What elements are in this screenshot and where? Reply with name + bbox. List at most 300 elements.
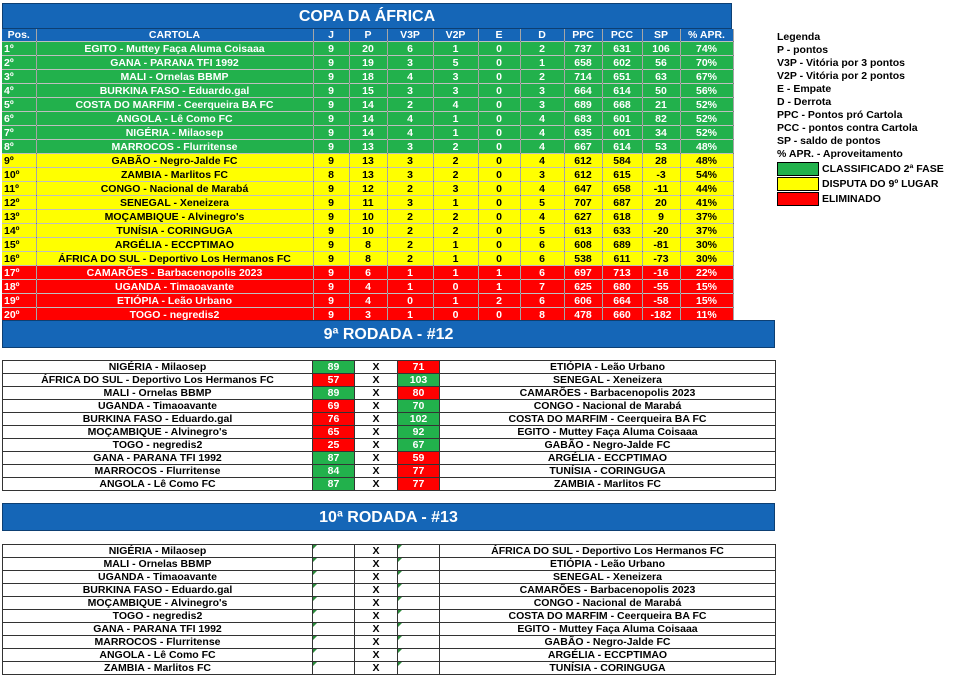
table-cell: 8 <box>313 168 349 182</box>
legend-line: PCC - pontos contra Cartola <box>777 122 918 134</box>
table-cell: 601 <box>602 126 642 140</box>
away-score: 77 <box>398 478 440 491</box>
versus-label: X <box>355 361 398 374</box>
versus-label: X <box>355 571 398 584</box>
versus-label: X <box>355 649 398 662</box>
home-score <box>313 597 355 610</box>
table-cell: 20 <box>642 196 680 210</box>
table-cell: 4 <box>349 294 387 308</box>
table-cell: 0 <box>433 308 478 322</box>
table-cell: 4 <box>520 154 564 168</box>
away-team: ARGÉLIA - ECCPTIMAO <box>440 452 776 465</box>
standings-row <box>2 210 733 224</box>
column-header: V2P <box>433 29 478 42</box>
away-score <box>398 623 440 636</box>
table-cell: -11 <box>642 182 680 196</box>
match-row <box>3 662 776 675</box>
table-cell: 14 <box>349 112 387 126</box>
table-cell: 0 <box>478 224 520 238</box>
away-score: 71 <box>398 361 440 374</box>
home-score <box>313 636 355 649</box>
away-team: COSTA DO MARFIM - Ceerqueira BA FC <box>440 610 776 623</box>
table-cell: 0 <box>478 112 520 126</box>
table-cell: 14º <box>2 224 36 238</box>
team-name: BURKINA FASO - Eduardo.gal <box>36 84 313 98</box>
team-name: MALI - Ornelas BBMP <box>36 70 313 84</box>
table-cell: 1 <box>433 252 478 266</box>
table-cell: 3 <box>387 154 433 168</box>
versus-label: X <box>355 374 398 387</box>
team-name: ETIÓPIA - Leão Urbano <box>36 294 313 308</box>
table-cell: 9 <box>313 84 349 98</box>
legend-key-label: ELIMINADO <box>822 193 881 205</box>
away-score <box>398 571 440 584</box>
table-cell: 11% <box>680 308 733 322</box>
team-name: MARROCOS - Flurritense <box>36 140 313 154</box>
table-cell: 1 <box>433 196 478 210</box>
legend-key <box>777 162 962 176</box>
versus-label: X <box>355 662 398 675</box>
page-title: COPA DA ÁFRICA <box>2 3 732 29</box>
table-cell: 56% <box>680 84 733 98</box>
column-header: SP <box>642 29 680 42</box>
table-cell: 2 <box>387 182 433 196</box>
table-cell: 34 <box>642 126 680 140</box>
versus-label: X <box>355 465 398 478</box>
table-cell: 601 <box>602 112 642 126</box>
round-13-title: 10ª RODADA - #13 <box>2 503 775 531</box>
versus-label: X <box>355 400 398 413</box>
table-cell: 9 <box>313 238 349 252</box>
table-cell: 707 <box>564 196 602 210</box>
away-team: SENEGAL - Xeneizera <box>440 374 776 387</box>
table-cell: 2 <box>433 168 478 182</box>
table-cell: 3 <box>387 168 433 182</box>
table-cell: 0 <box>478 182 520 196</box>
table-cell: 56 <box>642 56 680 70</box>
table-cell: 697 <box>564 266 602 280</box>
table-cell: 2 <box>520 70 564 84</box>
home-team: TOGO - negredis2 <box>3 610 313 623</box>
table-cell: 0 <box>478 238 520 252</box>
table-cell: 647 <box>564 182 602 196</box>
versus-label: X <box>355 558 398 571</box>
table-cell: 658 <box>564 56 602 70</box>
table-cell: 15º <box>2 238 36 252</box>
legend-line: V3P - Vitória por 3 pontos <box>777 57 905 69</box>
table-cell: 2 <box>433 210 478 224</box>
table-cell: 4 <box>520 182 564 196</box>
home-team: MARROCOS - Flurritense <box>3 465 313 478</box>
away-score: 59 <box>398 452 440 465</box>
home-team: MALI - Ornelas BBMP <box>3 387 313 400</box>
table-cell: 613 <box>564 224 602 238</box>
round-13-table <box>2 544 776 675</box>
table-cell: 7º <box>2 126 36 140</box>
team-name: ANGOLA - Lê Como FC <box>36 112 313 126</box>
table-cell: -55 <box>642 280 680 294</box>
team-name: CAMARÕES - Barbacenopolis 2023 <box>36 266 313 280</box>
table-cell: 8 <box>520 308 564 322</box>
table-cell: 660 <box>602 308 642 322</box>
home-score <box>313 571 355 584</box>
away-score: 67 <box>398 439 440 452</box>
table-cell: 4 <box>520 112 564 126</box>
table-cell: 16º <box>2 252 36 266</box>
standings-row <box>2 126 733 140</box>
table-cell: 2º <box>2 56 36 70</box>
table-cell: 2 <box>387 224 433 238</box>
standings-row <box>2 238 733 252</box>
table-cell: 3 <box>387 56 433 70</box>
table-cell: 6º <box>2 112 36 126</box>
match-row <box>3 584 776 597</box>
home-score <box>313 662 355 675</box>
team-name: MOÇAMBIQUE - Alvinegro's <box>36 210 313 224</box>
table-cell: 0 <box>478 252 520 266</box>
table-cell: 6 <box>520 252 564 266</box>
table-cell: 1 <box>433 112 478 126</box>
home-team: BURKINA FASO - Eduardo.gal <box>3 413 313 426</box>
away-score: 92 <box>398 426 440 439</box>
match-row <box>3 558 776 571</box>
table-cell: 6 <box>520 238 564 252</box>
home-score: 76 <box>313 413 355 426</box>
away-score <box>398 584 440 597</box>
table-cell: 0 <box>478 56 520 70</box>
table-cell: 48% <box>680 140 733 154</box>
table-cell: 41% <box>680 196 733 210</box>
table-cell: 18 <box>349 70 387 84</box>
table-cell: 1 <box>387 308 433 322</box>
table-cell: 53 <box>642 140 680 154</box>
home-score <box>313 558 355 571</box>
versus-label: X <box>355 584 398 597</box>
standings-row <box>2 140 733 154</box>
table-cell: 6 <box>520 266 564 280</box>
home-score: 87 <box>313 452 355 465</box>
team-name: GANA - PARANA TFI 1992 <box>36 56 313 70</box>
table-cell: 737 <box>564 42 602 56</box>
away-score <box>398 558 440 571</box>
table-cell: 54% <box>680 168 733 182</box>
table-cell: 1 <box>433 266 478 280</box>
table-cell: 4 <box>520 210 564 224</box>
table-cell: 689 <box>564 98 602 112</box>
table-cell: 1 <box>520 56 564 70</box>
table-cell: 2 <box>520 42 564 56</box>
away-score: 103 <box>398 374 440 387</box>
versus-label: X <box>355 426 398 439</box>
table-cell: 714 <box>564 70 602 84</box>
versus-label: X <box>355 478 398 491</box>
table-cell: 48% <box>680 154 733 168</box>
versus-label: X <box>355 636 398 649</box>
table-cell: 0 <box>478 42 520 56</box>
table-cell: 0 <box>478 70 520 84</box>
home-score: 69 <box>313 400 355 413</box>
away-team: SENEGAL - Xeneizera <box>440 571 776 584</box>
table-cell: 2 <box>433 140 478 154</box>
table-cell: 1 <box>433 42 478 56</box>
away-team: GABÃO - Negro-Jalde FC <box>440 439 776 452</box>
away-team: EGITO - Muttey Faça Aluma Coisaaa <box>440 426 776 439</box>
table-cell: 687 <box>602 196 642 210</box>
away-team: TUNÍSIA - CORINGUGA <box>440 662 776 675</box>
table-cell: 602 <box>602 56 642 70</box>
away-score: 77 <box>398 465 440 478</box>
table-cell: 3 <box>433 84 478 98</box>
home-team: GANA - PARANA TFI 1992 <box>3 623 313 636</box>
home-score <box>313 584 355 597</box>
table-cell: 30% <box>680 252 733 266</box>
table-cell: -73 <box>642 252 680 266</box>
team-name: NIGÉRIA - Milaosep <box>36 126 313 140</box>
table-cell: 8 <box>349 252 387 266</box>
table-cell: 1 <box>478 280 520 294</box>
table-cell: 4 <box>520 126 564 140</box>
table-cell: 614 <box>602 84 642 98</box>
home-team: NIGÉRIA - Milaosep <box>3 361 313 374</box>
home-score <box>313 545 355 558</box>
legend-key-label: DISPUTA DO 9º LUGAR <box>822 178 939 190</box>
standings-header-row <box>2 29 733 42</box>
table-cell: 9 <box>313 182 349 196</box>
table-cell: 4 <box>520 140 564 154</box>
column-header: PPC <box>564 29 602 42</box>
table-cell: -20 <box>642 224 680 238</box>
table-cell: 13 <box>349 154 387 168</box>
match-row <box>3 571 776 584</box>
home-score: 57 <box>313 374 355 387</box>
table-cell: 9 <box>313 308 349 322</box>
table-cell: 615 <box>602 168 642 182</box>
team-name: TOGO - negredis2 <box>36 308 313 322</box>
away-team: CONGO - Nacional de Marabá <box>440 400 776 413</box>
table-cell: 618 <box>602 210 642 224</box>
standings-row <box>2 224 733 238</box>
match-row <box>3 597 776 610</box>
legend-swatch <box>777 192 819 206</box>
table-cell: 5 <box>433 56 478 70</box>
table-cell: 37% <box>680 210 733 224</box>
versus-label: X <box>355 610 398 623</box>
team-name: TUNÍSIA - CORINGUGA <box>36 224 313 238</box>
table-cell: -81 <box>642 238 680 252</box>
away-team: EGITO - Muttey Faça Aluma Coisaaa <box>440 623 776 636</box>
home-team: BURKINA FASO - Eduardo.gal <box>3 584 313 597</box>
away-score: 80 <box>398 387 440 400</box>
table-cell: 9 <box>313 42 349 56</box>
column-header: P <box>349 29 387 42</box>
table-cell: 52% <box>680 98 733 112</box>
table-cell: 3 <box>520 168 564 182</box>
match-row <box>3 439 776 452</box>
table-cell: 608 <box>564 238 602 252</box>
match-row <box>3 545 776 558</box>
table-cell: 627 <box>564 210 602 224</box>
versus-label: X <box>355 623 398 636</box>
table-cell: 18º <box>2 280 36 294</box>
table-cell: 74% <box>680 42 733 56</box>
table-cell: 0 <box>387 294 433 308</box>
table-cell: 635 <box>564 126 602 140</box>
standings-row <box>2 196 733 210</box>
table-cell: 0 <box>478 84 520 98</box>
away-team: ZAMBIA - Marlitos FC <box>440 478 776 491</box>
table-cell: 611 <box>602 252 642 266</box>
home-team: MARROCOS - Flurritense <box>3 636 313 649</box>
legend-line: D - Derrota <box>777 96 832 108</box>
table-cell: 4 <box>387 112 433 126</box>
table-cell: 9 <box>313 56 349 70</box>
table-cell: 21 <box>642 98 680 112</box>
legend-key <box>777 177 962 191</box>
legend-line: V2P - Vitória por 2 pontos <box>777 70 905 82</box>
versus-label: X <box>355 452 398 465</box>
away-team: COSTA DO MARFIM - Ceerqueira BA FC <box>440 413 776 426</box>
match-row <box>3 452 776 465</box>
table-cell: 664 <box>602 294 642 308</box>
table-cell: 10 <box>349 224 387 238</box>
table-cell: 1 <box>387 266 433 280</box>
home-score <box>313 610 355 623</box>
away-team: CONGO - Nacional de Marabá <box>440 597 776 610</box>
match-row <box>3 374 776 387</box>
away-team: TUNÍSIA - CORINGUGA <box>440 465 776 478</box>
home-score <box>313 623 355 636</box>
table-cell: 20º <box>2 308 36 322</box>
team-name: SENEGAL - Xeneizera <box>36 196 313 210</box>
table-cell: 3 <box>349 308 387 322</box>
table-cell: 9 <box>313 210 349 224</box>
legend-key-label: CLASSIFICADO 2ª FASE <box>822 163 944 175</box>
table-cell: 625 <box>564 280 602 294</box>
column-header: J <box>313 29 349 42</box>
away-score <box>398 662 440 675</box>
legend-title: Legenda <box>777 31 821 43</box>
legend-swatch <box>777 177 819 191</box>
legend <box>777 31 962 206</box>
team-name: ZAMBIA - Marlitos FC <box>36 168 313 182</box>
table-cell: 106 <box>642 42 680 56</box>
table-cell: 2 <box>387 252 433 266</box>
match-row <box>3 413 776 426</box>
table-cell: 52% <box>680 126 733 140</box>
table-cell: 9 <box>313 140 349 154</box>
table-cell: 5 <box>520 196 564 210</box>
table-cell: 8 <box>349 238 387 252</box>
versus-label: X <box>355 413 398 426</box>
away-score <box>398 545 440 558</box>
table-cell: 658 <box>602 182 642 196</box>
home-score <box>313 649 355 662</box>
versus-label: X <box>355 597 398 610</box>
table-cell: 9 <box>313 294 349 308</box>
home-team: UGANDA - Timaoavante <box>3 571 313 584</box>
team-name: UGANDA - Timaoavante <box>36 280 313 294</box>
table-cell: 50 <box>642 84 680 98</box>
legend-line: SP - saldo de pontos <box>777 135 881 147</box>
away-team: ETIÓPIA - Leão Urbano <box>440 558 776 571</box>
table-cell: 10º <box>2 168 36 182</box>
table-cell: 11 <box>349 196 387 210</box>
standings-row <box>2 42 733 56</box>
column-header: CARTOLA <box>36 29 313 42</box>
standings-row <box>2 112 733 126</box>
home-score: 84 <box>313 465 355 478</box>
match-row <box>3 623 776 636</box>
away-team: GABÃO - Negro-Jalde FC <box>440 636 776 649</box>
standings-row <box>2 266 733 280</box>
table-cell: 478 <box>564 308 602 322</box>
team-name: COSTA DO MARFIM - Ceerqueira BA FC <box>36 98 313 112</box>
table-cell: 1 <box>433 126 478 140</box>
away-team: ETIÓPIA - Leão Urbano <box>440 361 776 374</box>
table-cell: 1 <box>387 280 433 294</box>
table-cell: 10 <box>349 210 387 224</box>
table-cell: 11º <box>2 182 36 196</box>
table-cell: 9 <box>313 70 349 84</box>
table-cell: 4º <box>2 84 36 98</box>
table-cell: 612 <box>564 154 602 168</box>
table-cell: 3 <box>387 84 433 98</box>
table-cell: 63 <box>642 70 680 84</box>
table-cell: 30% <box>680 238 733 252</box>
table-cell: 668 <box>602 98 642 112</box>
match-row <box>3 426 776 439</box>
table-cell: 0 <box>478 196 520 210</box>
table-cell: 689 <box>602 238 642 252</box>
table-cell: 82 <box>642 112 680 126</box>
home-score: 89 <box>313 387 355 400</box>
table-cell: 12º <box>2 196 36 210</box>
table-cell: 631 <box>602 42 642 56</box>
standings-row <box>2 294 733 308</box>
match-row <box>3 361 776 374</box>
home-score: 25 <box>313 439 355 452</box>
table-cell: -182 <box>642 308 680 322</box>
table-cell: 1 <box>478 266 520 280</box>
table-cell: 6 <box>349 266 387 280</box>
table-cell: 9 <box>313 154 349 168</box>
table-cell: 633 <box>602 224 642 238</box>
away-score <box>398 597 440 610</box>
table-cell: 0 <box>478 308 520 322</box>
table-cell: 2 <box>387 238 433 252</box>
table-cell: 0 <box>478 154 520 168</box>
table-cell: 1 <box>433 238 478 252</box>
legend-key <box>777 192 962 206</box>
home-team: MALI - Ornelas BBMP <box>3 558 313 571</box>
table-cell: 19 <box>349 56 387 70</box>
home-team: NIGÉRIA - Milaosep <box>3 545 313 558</box>
table-cell: 28 <box>642 154 680 168</box>
table-cell: 9º <box>2 154 36 168</box>
home-team: TOGO - negredis2 <box>3 439 313 452</box>
table-cell: 4 <box>433 98 478 112</box>
standings-table <box>2 29 734 322</box>
column-header: D <box>520 29 564 42</box>
table-cell: 0 <box>433 280 478 294</box>
match-row <box>3 465 776 478</box>
standings-row <box>2 280 733 294</box>
column-header: Pos. <box>2 29 36 42</box>
table-cell: 538 <box>564 252 602 266</box>
standings-row <box>2 84 733 98</box>
team-name: GABÃO - Negro-Jalde FC <box>36 154 313 168</box>
team-name: ARGÉLIA - ECCPTIMAO <box>36 238 313 252</box>
